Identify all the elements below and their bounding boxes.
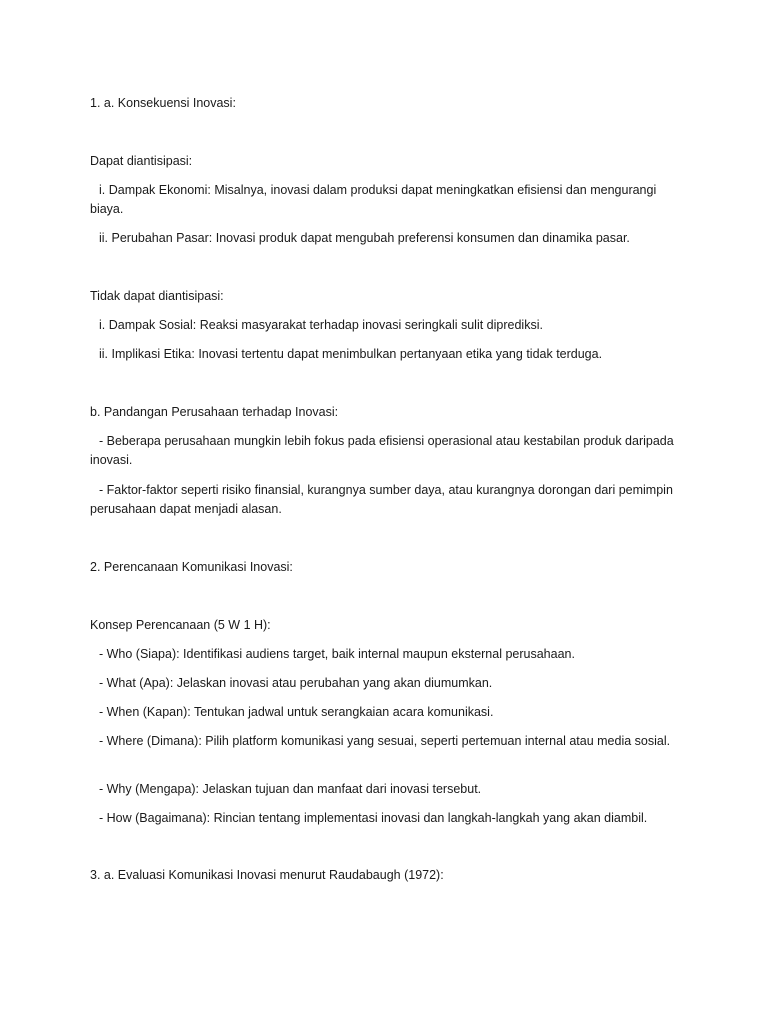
unanticipated-item-2: ii. Implikasi Etika: Inovasi tertentu dapat menimbulkan pertanyaan etika yang tidak terduga. — [99, 347, 603, 361]
section3-heading: 3. a. Evaluasi Komunikasi Inovasi menurut Raudabaugh (1972): — [90, 868, 444, 882]
section1b-item-1: - Beberapa perusahaan mungkin lebih fokus pada efisiensi operasional atau kestabilan produk daripada inovasi. — [90, 434, 674, 467]
section2-item-where: - Where (Dimana): Pilih platform komunikasi yang sesuai, seperti pertemuan internal atau media sosial. — [99, 734, 671, 748]
section1-heading: 1. a. Konsekuensi Inovasi: — [90, 96, 236, 110]
anticipated-item-1: i. Dampak Ekonomi: Misalnya, inovasi dalam produksi dapat meningkatkan efisiensi dan mengurangi biaya. — [90, 183, 657, 216]
section1b-item-2: - Faktor-faktor seperti risiko finansial, kurangnya sumber daya, atau kurangnya dorongan dari pemimpin perusahaan dapat menjadi alasan. — [90, 483, 673, 516]
section1b-heading: b. Pandangan Perusahaan terhadap Inovasi: — [90, 405, 339, 419]
anticipated-label: Dapat diantisipasi: — [90, 154, 193, 168]
section2-heading: 2. Perencanaan Komunikasi Inovasi: — [90, 560, 293, 574]
section2-item-what: - What (Apa): Jelaskan inovasi atau perubahan yang akan diumumkan. — [99, 676, 493, 690]
unanticipated-label: Tidak dapat diantisipasi: — [90, 289, 224, 303]
anticipated-item-2: ii. Perubahan Pasar: Inovasi produk dapat mengubah preferensi konsumen dan dinamika pasar. — [99, 231, 630, 245]
section2-item-who: - Who (Siapa): Identifikasi audiens target, baik internal maupun eksternal perusahaan. — [99, 647, 575, 661]
unanticipated-item-1: i. Dampak Sosial: Reaksi masyarakat terhadap inovasi seringkali sulit diprediksi. — [99, 318, 543, 332]
concept-label: Konsep Perencanaan (5 W 1 H): — [90, 618, 271, 632]
section2-item-how: - How (Bagaimana): Rincian tentang implementasi inovasi dan langkah-langkah yang akan diambil. — [99, 811, 648, 825]
section2-item-when: - When (Kapan): Tentukan jadwal untuk serangkaian acara komunikasi. — [99, 705, 494, 719]
section2-item-why: - Why (Mengapa): Jelaskan tujuan dan manfaat dari inovasi tersebut. — [99, 782, 482, 796]
